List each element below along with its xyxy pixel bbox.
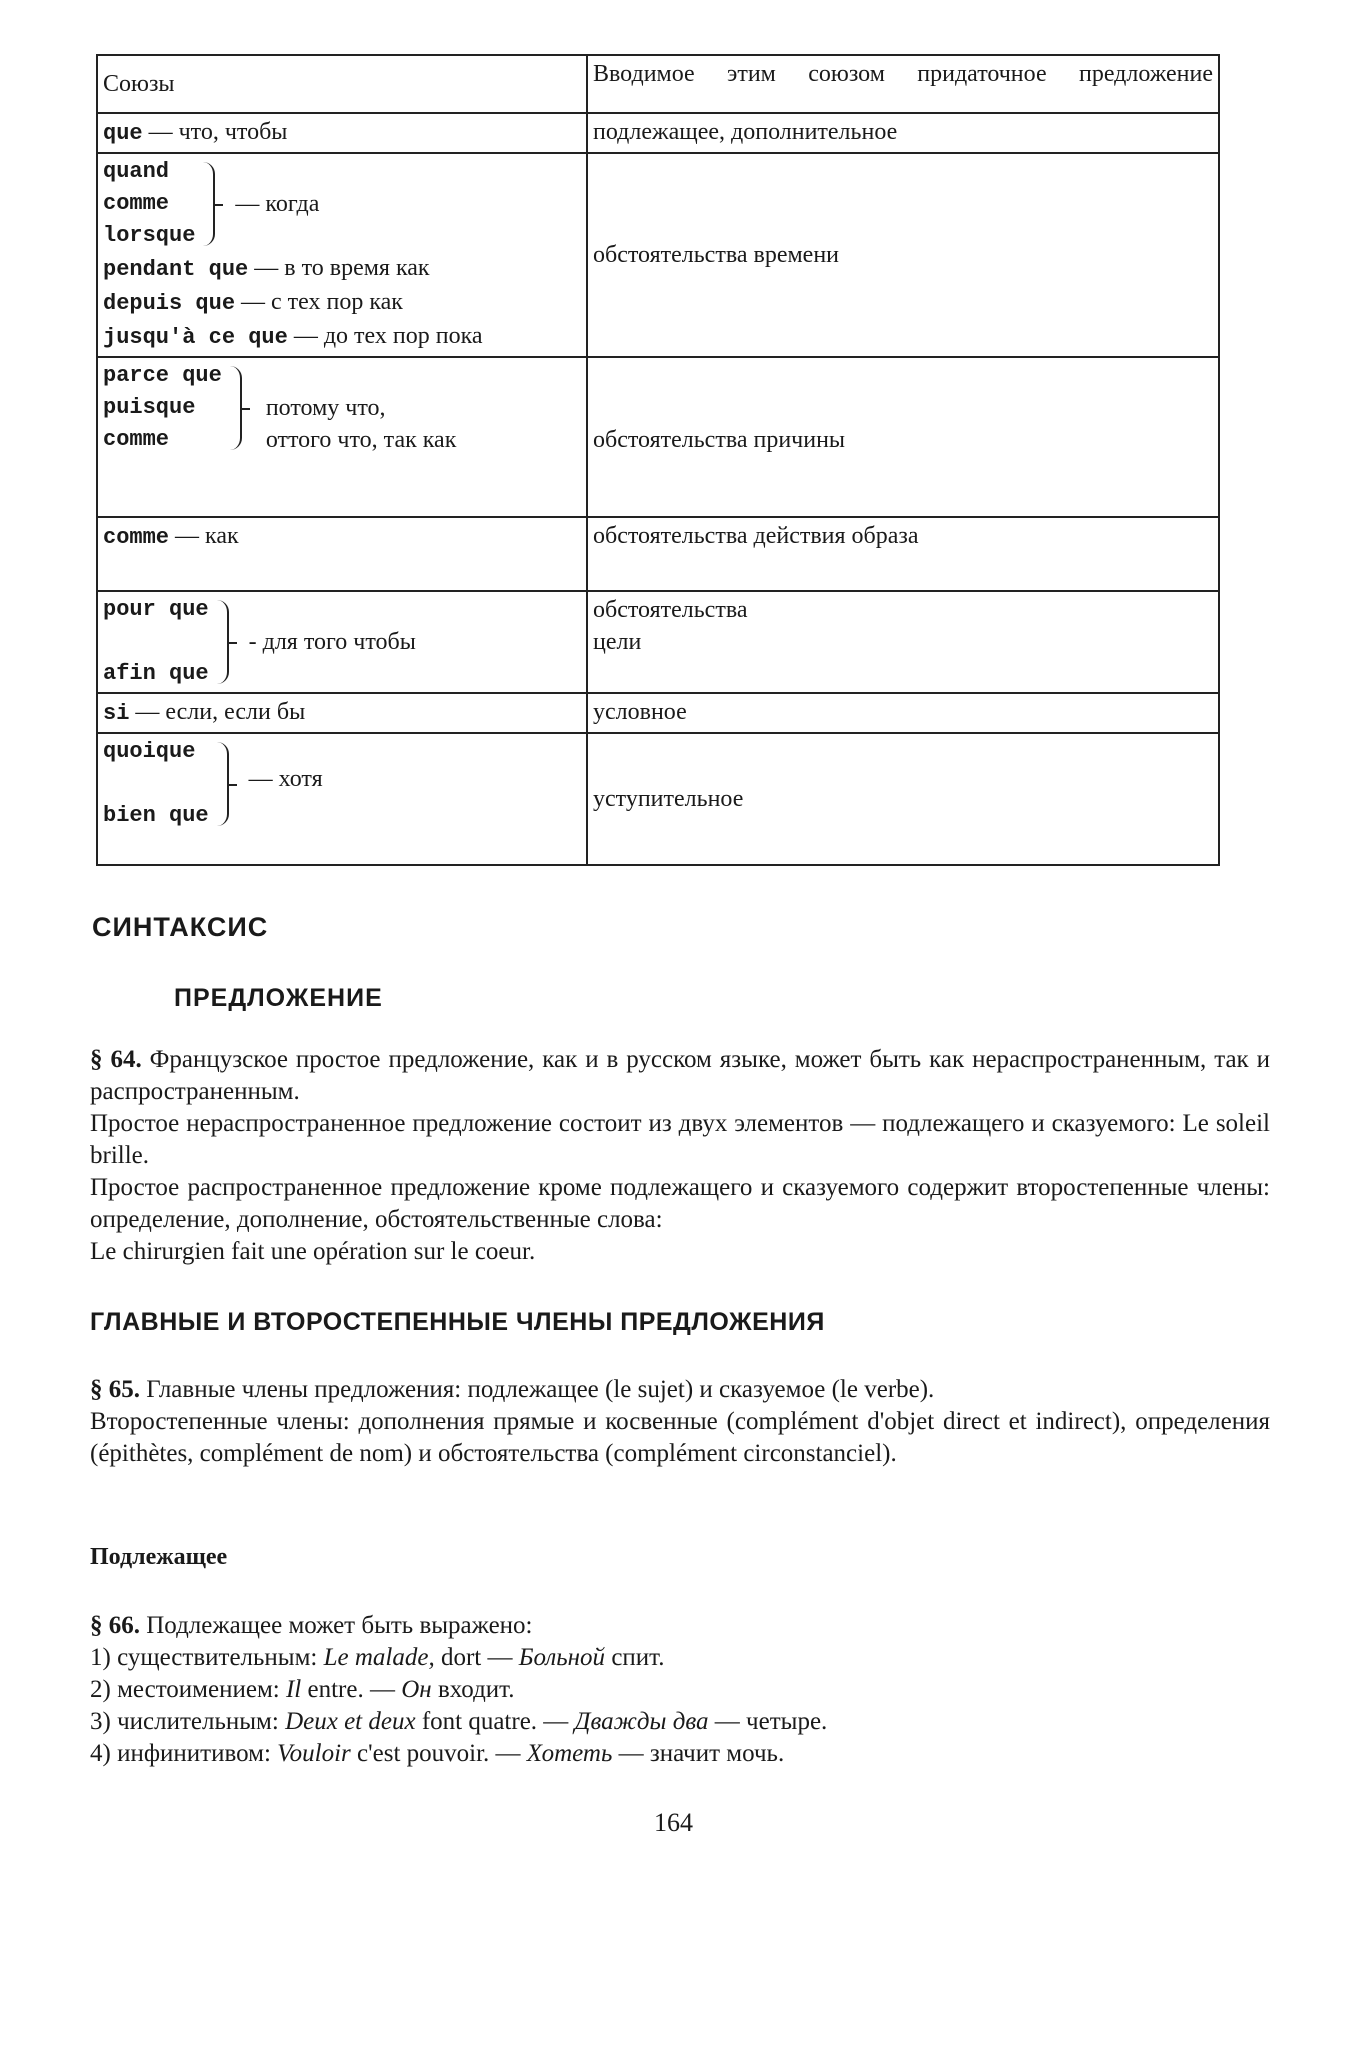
meaning-pendant-que: — в то время как xyxy=(254,255,430,281)
conjunctions-table xyxy=(96,54,1220,866)
meaning-si: — если, если бы xyxy=(135,699,306,725)
conj-jusqua-ce-que: jusqu'à ce que xyxy=(103,325,288,350)
meaning-comme-manner: — как xyxy=(175,523,239,549)
meaning-depuis-que: — с тех пор как xyxy=(241,289,403,315)
table-row-cause xyxy=(97,357,1219,517)
section-65-p2: Второстепенные члены: дополнения прямые и косвенные (complément d'objet direct et indirect), определения (épithètes, complément de nom) и обстоятельства (complément circonstanciel). xyxy=(90,1408,1270,1467)
clause-purpose-1: обстоятельства xyxy=(593,597,748,623)
clause-cause: обстоятельства причины xyxy=(593,427,846,453)
list-item: 3) числительным: Deux et deux font quatre. — Дважды два — четыре. xyxy=(90,1708,828,1735)
brace-icon xyxy=(201,162,215,246)
table-row-condition xyxy=(97,693,1219,733)
conj-comme-time: comme xyxy=(103,191,170,216)
conj-comme-cause: comme xyxy=(103,427,170,452)
section-65-number: § 65. xyxy=(90,1376,140,1403)
section-64-p4: Le chirurgien fait une opération sur le coeur. xyxy=(90,1238,536,1265)
conj-puisque: puisque xyxy=(103,395,196,420)
heading-subject: Подлежащее xyxy=(90,1544,228,1570)
heading-members: ГЛАВНЫЕ И ВТОРОСТЕПЕННЫЕ ЧЛЕНЫ ПРЕДЛОЖЕНИЯ xyxy=(90,1308,825,1336)
brace-icon xyxy=(215,600,229,684)
meaning-concession: — хотя xyxy=(248,766,323,792)
heading-sentence: ПРЕДЛОЖЕНИЕ xyxy=(174,984,383,1012)
brace-icon xyxy=(228,366,242,450)
meaning-jusqua-ce-que: — до тех пор пока xyxy=(293,323,483,349)
conj-bien-que: bien que xyxy=(103,803,209,828)
table-row-time xyxy=(97,153,1219,357)
conj-quoique: quoique xyxy=(103,739,196,764)
header-conjunctions xyxy=(97,55,587,113)
table-row-que xyxy=(97,113,1219,153)
conj-lorsque: lorsque xyxy=(103,223,196,248)
section-64-p2: Простое нераспространенное предложение состоит из двух элементов — подлежащего и сказуемого: Le soleil brille. xyxy=(90,1110,1270,1169)
header-clause xyxy=(587,55,1219,113)
meaning-purpose: - для того чтобы xyxy=(248,629,416,655)
section-65-p1: Главные члены предложения: подлежащее (le sujet) и сказуемое (le verbe). xyxy=(146,1376,935,1403)
clause-concession: уступительное xyxy=(593,786,744,812)
conj-comme-manner: comme xyxy=(103,525,170,550)
heading-syntax: СИНТАКСИС xyxy=(92,912,269,942)
table-header-row xyxy=(97,55,1219,113)
section-66 xyxy=(90,1610,1270,1770)
section-64-number: § 64. xyxy=(90,1046,142,1073)
table-row-purpose xyxy=(97,591,1219,693)
conj-que: que xyxy=(103,121,143,146)
conj-pendant-que: pendant que xyxy=(103,257,249,282)
conj-quand: quand xyxy=(103,159,170,184)
brace-icon xyxy=(215,742,229,826)
table-row-manner xyxy=(97,517,1219,591)
clause-que: подлежащее, дополнительное xyxy=(593,119,898,145)
section-64-p3: Простое распространенное предложение кроме подлежащего и сказуемого содержит второстепенные члены: определение, дополнение, обстоятельственные слова: xyxy=(90,1174,1270,1233)
clause-time: обстоятельства времени xyxy=(593,242,839,268)
header-col1-text: Союзы xyxy=(103,71,175,97)
list-item: 2) местоимением: Il entre. — Он входит. xyxy=(90,1676,515,1703)
section-66-intro: Подлежащее может быть выражено: xyxy=(146,1612,533,1639)
conj-si: si xyxy=(103,701,130,726)
page-number: 164 xyxy=(654,1808,693,1837)
meaning-cause-2: оттого что, так как xyxy=(265,427,457,453)
conj-pour-que: pour que xyxy=(103,597,209,622)
group-when xyxy=(103,156,581,252)
group-cause xyxy=(103,360,581,456)
section-64 xyxy=(90,1044,1270,1268)
section-66-number: § 66. xyxy=(90,1612,140,1639)
group-purpose xyxy=(103,594,581,690)
meaning-cause-1: потому что, xyxy=(265,395,386,421)
clause-purpose-2: цели xyxy=(593,629,642,655)
group-concession xyxy=(103,736,581,832)
list-item: 1) существительным: Le malade, dort — Больной спит. xyxy=(90,1644,665,1671)
header-col2-text: Вводимое этим союзом придаточное предложение xyxy=(593,61,1213,87)
table-row-concession xyxy=(97,733,1219,865)
conj-depuis-que: depuis que xyxy=(103,291,236,316)
section-64-p1: Французское простое предложение, как и в русском языке, может быть как нераспространенным, так и распространенным. xyxy=(90,1046,1270,1105)
clause-condition: условное xyxy=(593,699,687,725)
conj-parce-que: parce que xyxy=(103,363,222,388)
clause-manner: обстоятельства действия образа xyxy=(593,523,919,549)
meaning-que: — что, чтобы xyxy=(148,119,288,145)
conj-afin-que: afin que xyxy=(103,661,209,686)
meaning-when: — когда xyxy=(235,191,320,217)
list-item: 4) инфинитивом: Vouloir c'est pouvoir. — Хотеть — значит мочь. xyxy=(90,1740,785,1767)
section-65 xyxy=(90,1374,1270,1470)
